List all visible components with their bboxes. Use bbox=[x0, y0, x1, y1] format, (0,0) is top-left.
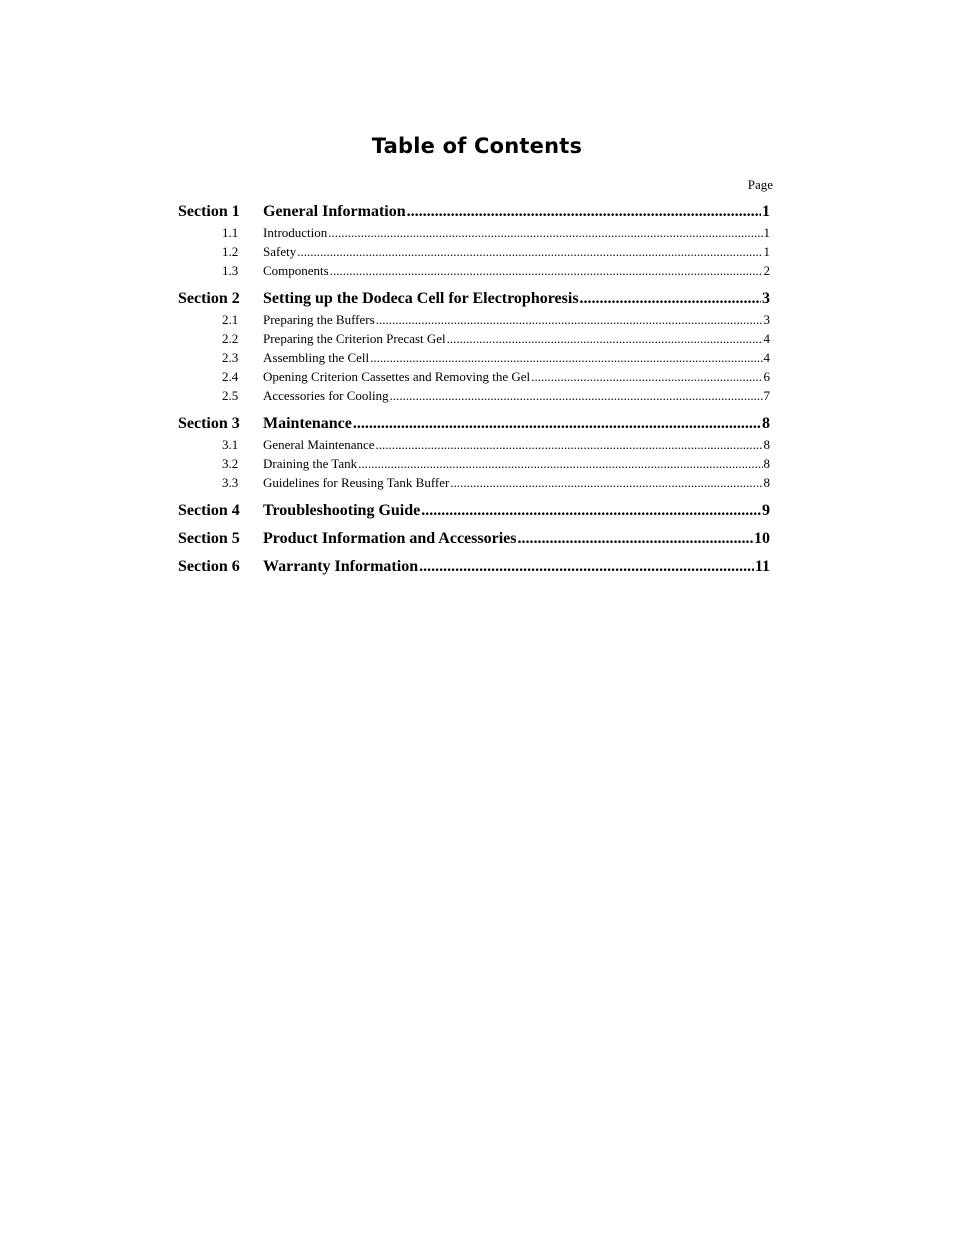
toc-entry-section-4[interactable] bbox=[178, 500, 770, 522]
dot-leader bbox=[370, 348, 762, 367]
page-number: 10 bbox=[754, 530, 770, 547]
dot-leader bbox=[376, 435, 763, 454]
subsection-number: 3.3 bbox=[222, 475, 239, 490]
page-number: 9 bbox=[762, 502, 770, 519]
dot-leader bbox=[328, 223, 762, 242]
page-number: 7 bbox=[763, 388, 770, 403]
dot-leader bbox=[353, 413, 761, 435]
section-number: Section 3 bbox=[178, 415, 240, 432]
subsection-title: Opening Criterion Cassettes and Removing the Gel bbox=[263, 369, 531, 384]
section-number: Section 4 bbox=[178, 502, 240, 519]
dot-leader bbox=[407, 201, 761, 223]
section-number: Section 2 bbox=[178, 290, 240, 307]
toc-entry-section-2[interactable] bbox=[178, 288, 770, 310]
section-number: Section 1 bbox=[178, 203, 240, 220]
page-number: 3 bbox=[762, 290, 770, 307]
page-number: 4 bbox=[763, 331, 770, 346]
page-number: 6 bbox=[763, 369, 770, 384]
section-title: Setting up the Dodeca Cell for Electrophoresis bbox=[263, 290, 579, 307]
subsection-title: Assembling the Cell bbox=[263, 350, 370, 365]
toc-entry-1-2[interactable] bbox=[178, 242, 770, 261]
toc-entry-3-1[interactable] bbox=[178, 435, 770, 454]
section-title: Warranty Information bbox=[263, 558, 419, 575]
page-number: 1 bbox=[762, 203, 770, 220]
subsection-number: 2.3 bbox=[222, 350, 239, 365]
dot-leader bbox=[330, 261, 763, 280]
toc-entry-1-1[interactable] bbox=[178, 223, 770, 242]
subsection-number: 2.4 bbox=[222, 369, 239, 384]
dot-leader bbox=[450, 473, 762, 492]
page-number: 8 bbox=[763, 456, 770, 471]
dot-leader bbox=[421, 500, 761, 522]
toc-entry-1-3[interactable] bbox=[178, 261, 770, 280]
subsection-title: Preparing the Criterion Precast Gel bbox=[263, 331, 446, 346]
subsection-number: 1.1 bbox=[222, 225, 239, 240]
toc-entry-section-3[interactable] bbox=[178, 413, 770, 435]
subsection-title: General Maintenance bbox=[263, 437, 375, 452]
toc-section-4 bbox=[178, 500, 770, 522]
subsection-title: Guidelines for Reusing Tank Buffer bbox=[263, 475, 450, 490]
toc-entry-3-2[interactable] bbox=[178, 454, 770, 473]
page-number: 8 bbox=[763, 437, 770, 452]
toc-entry-2-3[interactable] bbox=[178, 348, 770, 367]
subsection-number: 3.2 bbox=[222, 456, 239, 471]
toc-entry-section-5[interactable] bbox=[178, 528, 770, 550]
toc-section-2 bbox=[178, 288, 770, 405]
toc-entry-2-2[interactable] bbox=[178, 329, 770, 348]
page-column-label: Page bbox=[747, 177, 773, 192]
dot-leader bbox=[580, 288, 761, 310]
subsection-number: 2.5 bbox=[222, 388, 239, 403]
toc-section-5 bbox=[178, 528, 770, 550]
page-title: Table of Contents bbox=[371, 134, 583, 158]
dot-leader bbox=[517, 528, 753, 550]
subsection-title: Introduction bbox=[263, 225, 328, 240]
subsection-title: Draining the Tank bbox=[263, 456, 358, 471]
dot-leader bbox=[390, 386, 763, 405]
subsection-title: Accessories for Cooling bbox=[263, 388, 389, 403]
page-number: 1 bbox=[763, 244, 770, 259]
page-number: 11 bbox=[754, 558, 770, 575]
toc-entry-section-1[interactable] bbox=[178, 201, 770, 223]
section-number: Section 6 bbox=[178, 558, 240, 575]
section-title: Product Information and Accessories bbox=[263, 530, 517, 547]
dot-leader bbox=[297, 242, 762, 261]
dot-leader bbox=[358, 454, 762, 473]
toc-section-3 bbox=[178, 413, 770, 492]
subsection-number: 1.3 bbox=[222, 263, 239, 278]
section-title: Maintenance bbox=[263, 415, 352, 432]
subsection-title: Components bbox=[263, 263, 329, 278]
section-title: Troubleshooting Guide bbox=[263, 502, 421, 519]
subsection-number: 3.1 bbox=[222, 437, 239, 452]
section-number: Section 5 bbox=[178, 530, 240, 547]
toc-entry-2-5[interactable] bbox=[178, 386, 770, 405]
table-of-contents bbox=[178, 201, 770, 584]
subsection-title: Safety bbox=[263, 244, 297, 259]
toc-section-1 bbox=[178, 201, 770, 280]
subsection-number: 2.1 bbox=[222, 312, 239, 327]
toc-entry-2-4[interactable] bbox=[178, 367, 770, 386]
page-number: 8 bbox=[762, 415, 770, 432]
dot-leader bbox=[419, 556, 754, 578]
dot-leader bbox=[531, 367, 762, 386]
section-title: General Information bbox=[263, 203, 406, 220]
dot-leader bbox=[447, 329, 763, 348]
page-number: 8 bbox=[763, 475, 770, 490]
subsection-title: Preparing the Buffers bbox=[263, 312, 375, 327]
subsection-number: 2.2 bbox=[222, 331, 239, 346]
subsection-number: 1.2 bbox=[222, 244, 239, 259]
page-number: 3 bbox=[763, 312, 770, 327]
page-number: 1 bbox=[763, 225, 770, 240]
toc-section-6 bbox=[178, 556, 770, 578]
page-number: 2 bbox=[763, 263, 770, 278]
toc-entry-3-3[interactable] bbox=[178, 473, 770, 492]
toc-entry-section-6[interactable] bbox=[178, 556, 770, 578]
toc-entry-2-1[interactable] bbox=[178, 310, 770, 329]
page-number: 4 bbox=[763, 350, 770, 365]
dot-leader bbox=[376, 310, 763, 329]
